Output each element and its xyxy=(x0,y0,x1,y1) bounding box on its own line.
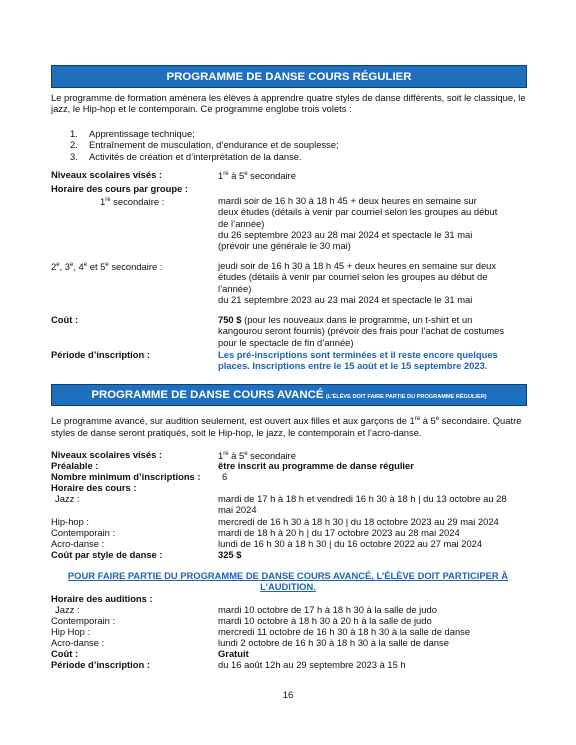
group2-dates: du 21 septembre 2023 au 23 mai 2024 et spectacle le 31 mai xyxy=(218,294,473,305)
aud-period-value: du 16 août 12h au 29 septembre 2023 à 15 h xyxy=(218,659,406,670)
course-hiphop-label: Hip-hop : xyxy=(51,516,90,527)
section1-title: PROGRAMME DE DANSE COURS RÉGULIER xyxy=(166,71,412,83)
levels-value: 1re à 5e secondaire xyxy=(218,170,297,182)
section2-subtitle: (L’ÉLÈVE DOIT FAIRE PARTIE DU PROGRAMME RÉGULIER) xyxy=(326,394,487,400)
course-jazz-label: Jazz : xyxy=(55,493,80,504)
group1-dates: du 26 septembre 2023 au 28 mai 2024 et spectacle le 31 mai (prévoir une générale le 30 mai) xyxy=(218,229,473,252)
page-number: 16 xyxy=(282,690,294,701)
adv-cost-value: 325 $ xyxy=(218,549,242,560)
group2-label: 2e, 3e, 4e et 5e secondaire : xyxy=(51,261,163,273)
course-contemporain-label: Contemporain : xyxy=(51,527,116,538)
list-item: 1. Apprentissage technique; xyxy=(70,128,195,139)
course-jazz-text: mardi de 17 h à 18 h et vendredi 16 h 30 à 18 h | du 13 octobre au 28 mai 2024 xyxy=(218,493,507,516)
audition-acro-label: Acro-danse : xyxy=(51,637,105,648)
schedule-label: Horaire des cours par groupe : xyxy=(51,183,189,194)
period-label: Période d’inscription : xyxy=(51,349,150,360)
cost-text: 750 $ (pour les nouveaux dans le programme, un t-shirt et un kangourou seront fournis) (prévoir des frais pour l’achat de costumes pour le spectacle de fin d’année) xyxy=(218,314,505,348)
course-acro-label: Acro-danse : xyxy=(51,538,105,549)
auditions-label: Horaire des auditions : xyxy=(51,593,153,604)
audition-jazz-text: mardi 10 octobre de 17 h à 18 h 30 à la salle de judo xyxy=(218,604,437,615)
levels-label: Niveaux scolaires visés : xyxy=(51,169,163,180)
group2-text: jeudi soir de 16 h 30 à 18 h 45 + deux heures en semaine sur deux études (détails à venir par courriel selon les groupes au début de l’année) xyxy=(218,260,497,294)
list-item: 2. Entraînement de musculation, d’endurance et de souplesse; xyxy=(70,139,339,151)
audition-hiphop-text: mercredi 11 octobre de 16 h 30 à 18 h 30 à la salle de danse xyxy=(218,626,471,637)
period-text: Les pré-inscriptions sont terminées et il reste encore quelques places. Inscriptions entre le 15 août et le 15 septembre 2023. xyxy=(218,349,498,372)
adv-cost-label: Coût par style de danse : xyxy=(51,549,163,560)
min-label: Nombre minimum d’inscriptions : xyxy=(51,471,201,482)
group1-label: 1re secondaire : xyxy=(100,196,165,208)
audition-contemporain-text: mardi 10 octobre à 18 h 30 à 20 h à la salle de judo xyxy=(218,615,432,626)
audition-jazz-label: Jazz : xyxy=(55,604,80,615)
list-item: 3. Activités de création et d’interprétation de la danse. xyxy=(70,150,302,162)
prereq-value: être inscrit au programme de danse régulier xyxy=(218,460,414,471)
course-acro-text: lundi de 16 h 30 à 18 h 30 | du 16 octobre 2022 au 27 mai 2024 xyxy=(218,538,483,549)
section2-intro: Le programme avancé, sur audition seulement, est ouvert aux filles et aux garçons de 1re à 5e secondaire. Quatre styles de danse seront pratiqués, soit le Hip-hop, le jazz, le contemporain et l’acro-danse. xyxy=(51,415,522,438)
audition-contemporain-label: Contemporain : xyxy=(51,615,116,626)
section1-intro: Le programme de formation amènera les élèves à apprendre quatre styles de danse différents, soit le classique, le jazz, le Hip-hop et le contemporain. Ce programme englobe trois volets : xyxy=(51,92,526,115)
section1-list xyxy=(70,128,490,162)
section2-title: PROGRAMME DE DANSE COURS AVANCÉ xyxy=(91,389,324,401)
course-contemporain-text: mardi de 18 h à 20 h | du 17 octobre 2023 au 28 mai 2024 xyxy=(218,527,460,538)
group1-text: mardi soir de 16 h 30 à 18 h 45 + deux heures en semaine sur deux études (détails à venir par courriel selon les groupes au début de l’année) xyxy=(218,195,498,229)
min-value: 6 xyxy=(222,471,228,482)
cost-amount: 750 $ xyxy=(218,314,242,325)
aud-period-label: Période d’inscription : xyxy=(51,659,150,670)
adv-schedule-label: Horaire des cours : xyxy=(51,482,137,493)
section1-banner xyxy=(51,65,527,88)
audition-link[interactable]: POUR FAIRE PARTIE DU PROGRAMME DE DANSE COURS AVANCÉ, L’ÉLÈVE DOIT PARTICIPER À L’AUDITION. xyxy=(67,570,509,593)
adv-levels-value: 1re à 5e secondaire xyxy=(218,450,297,462)
audition-acro-text: lundi 2 octobre de 16 h 30 à 18 h 30 à la salle de danse xyxy=(218,637,449,648)
section2-banner xyxy=(51,384,527,406)
audition-hiphop-label: Hip Hop : xyxy=(51,626,91,637)
course-hiphop-text: mercredi de 16 h 30 à 18 h 30 | du 18 octobre 2023 au 29 mai 2024 xyxy=(218,516,499,527)
aud-cost-value: Gratuit xyxy=(218,648,249,659)
prereq-label: Préalable : xyxy=(51,460,99,471)
adv-levels-label: Niveaux scolaires visés : xyxy=(51,449,163,460)
cost-label: Coût : xyxy=(51,314,79,325)
aud-cost-label: Coût : xyxy=(51,648,79,659)
